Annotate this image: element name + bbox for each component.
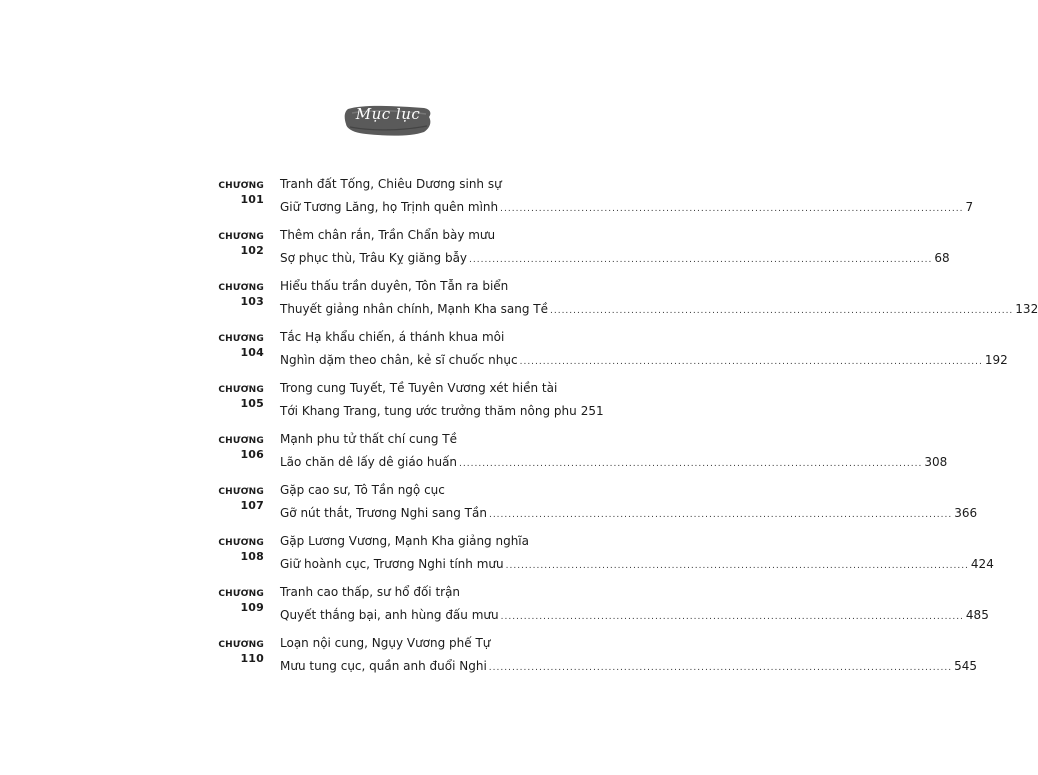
page-number: 251 (580, 404, 604, 418)
chapter-number: 109 (240, 601, 264, 614)
chapter-label (202, 484, 264, 513)
chapter-label (202, 535, 264, 564)
toc-entry (0, 636, 977, 687)
page-number: 132 (1015, 302, 1038, 316)
chapter-word: CHƯƠNG (218, 334, 264, 344)
toc-entry (0, 585, 989, 636)
chapter-title-line2: Nghìn dặm theo chân, kẻ sĩ chuốc nhục (280, 353, 518, 367)
toc-entry (0, 534, 994, 585)
chapter-title-line1: Tranh đất Tống, Chiêu Dương sinh sự (280, 177, 502, 191)
chapter-label (202, 229, 264, 258)
page-number: 68 (934, 251, 950, 265)
chapter-title-line2: Mưu tung cục, quần anh đuổi Nghi (280, 659, 487, 673)
chapter-word: CHƯƠNG (218, 232, 264, 242)
chapter-title-line2: Tới Khang Trang, tung ước trưởng thăm nông phu (280, 404, 577, 418)
dot-leader: ........................................................................................................................ (519, 357, 983, 367)
chapter-title-line2: Thuyết giảng nhân chính, Mạnh Kha sang Tề (280, 302, 548, 316)
chapter-word: CHƯƠNG (218, 589, 264, 599)
toc-entry (0, 228, 950, 279)
page-number: 192 (984, 353, 1008, 367)
chapter-label (202, 586, 264, 615)
chapter-title-line2-row (280, 608, 989, 625)
chapter-label (202, 433, 264, 462)
chapter-word: CHƯƠNG (218, 181, 264, 191)
chapter-title-line2: Giữ hoành cục, Trương Nghi tính mưu (280, 557, 504, 571)
dot-leader: ........................................................................................................................ (549, 306, 1014, 316)
chapter-title-line2-row (280, 353, 1008, 370)
chapter-number: 108 (240, 550, 264, 563)
chapter-title-line2-row (280, 557, 994, 574)
chapter-title-line2-row (280, 455, 948, 472)
chapter-number: 104 (240, 346, 264, 359)
chapter-title-line2: Sợ phục thù, Trâu Kỵ giăng bẫy (280, 251, 468, 265)
chapter-number: 105 (240, 397, 264, 410)
dot-leader: ........................................................................................................................ (459, 459, 923, 469)
chapter-title-line1: Loạn nội cung, Ngụy Vương phế Tự (280, 636, 491, 650)
page-number: 545 (954, 659, 977, 673)
chapter-number: 103 (240, 295, 264, 308)
chapter-title-line2-row (280, 506, 978, 523)
dot-leader: ........................................................................................................................ (500, 204, 964, 214)
chapter-title-line2: Quyết thắng bại, anh hùng đấu mưu (280, 608, 499, 622)
chapter-number: 101 (240, 193, 264, 206)
chapter-title-line2-row (280, 302, 1038, 319)
chapter-word: CHƯƠNG (218, 283, 264, 293)
chapter-label (202, 331, 264, 360)
chapter-word: CHƯƠNG (218, 385, 264, 395)
chapter-word: CHƯƠNG (218, 436, 264, 446)
toc-entry (0, 177, 974, 228)
dot-leader: ........................................................................................................................ (500, 612, 964, 622)
page-number: 424 (970, 557, 994, 571)
chapter-title-line2-row (280, 659, 977, 676)
chapter-number: 110 (240, 652, 264, 665)
toc-entry (0, 382, 775, 432)
chapter-label (202, 637, 264, 666)
chapter-title-line1: Mạnh phu tử thất chí cung Tề (280, 432, 457, 446)
chapter-title-line2-row (280, 404, 604, 421)
chapter-word: CHƯƠNG (218, 538, 264, 548)
dot-leader: ........................................................................................................................ (505, 561, 969, 571)
chapter-title-line1: Gặp Lương Vương, Mạnh Kha giảng nghĩa (280, 534, 529, 548)
chapter-title-line1: Tranh cao thấp, sư hổ đối trận (280, 585, 461, 599)
chapter-title-line1: Thêm chân rắn, Trần Chẩn bày mưu (280, 228, 496, 242)
page-number: 485 (965, 608, 989, 622)
page-number: 7 (965, 200, 974, 214)
chapter-number: 107 (240, 499, 264, 512)
chapter-title-line1: Tắc Hạ khẩu chiến, á thánh khua môi (280, 330, 505, 344)
chapter-label (202, 178, 264, 207)
toc-entry (0, 279, 1038, 330)
toc-title-banner (344, 103, 432, 139)
dot-leader: ........................................................................................................................ (488, 510, 953, 520)
chapter-label (202, 280, 264, 309)
chapter-label (202, 382, 264, 411)
chapter-title-line1: Hiểu thấu trần duyên, Tôn Tẫn ra biển (280, 279, 509, 293)
toc-title: Mục lục (355, 105, 421, 123)
chapter-title-line1: Gặp cao sư, Tô Tần ngộ cục (280, 483, 445, 497)
toc-entry (0, 330, 1008, 381)
dot-leader: ........................................................................................................................ (469, 255, 933, 265)
dot-leader: ........................................................................................................................ (488, 663, 953, 673)
chapter-title-line2-row (280, 251, 950, 268)
page-number: 366 (954, 506, 978, 520)
chapter-title-line2-row (280, 200, 974, 217)
chapter-number: 102 (240, 244, 264, 257)
chapter-word: CHƯƠNG (218, 487, 264, 497)
chapter-title-line1: Trong cung Tuyết, Tề Tuyên Vương xét hiền tài (280, 381, 558, 395)
chapter-title-line2: Lão chăn dê lấy dê giáo huấn (280, 455, 458, 469)
toc-entry (0, 432, 948, 483)
chapter-title-line2: Gỡ nút thắt, Trương Nghi sang Tần (280, 506, 487, 520)
chapter-number: 106 (240, 448, 264, 461)
page-number: 308 (924, 455, 948, 469)
chapter-word: CHƯƠNG (218, 640, 264, 650)
toc-entry (0, 483, 978, 534)
chapter-title-line2: Giữ Tương Lăng, họ Trịnh quên mình (280, 200, 499, 214)
